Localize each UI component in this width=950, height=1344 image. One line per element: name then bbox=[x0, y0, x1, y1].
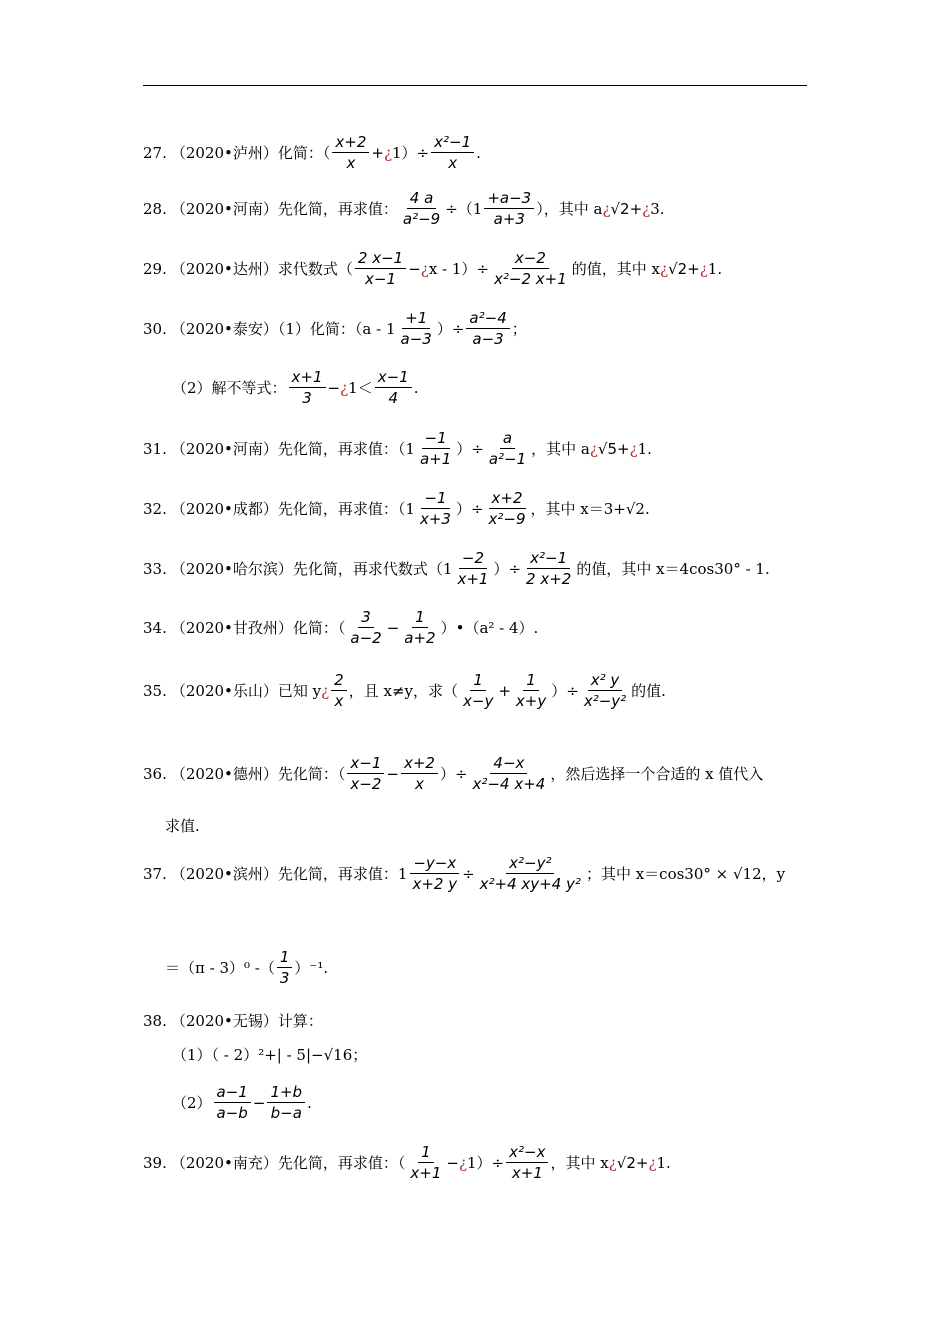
fraction bbox=[398, 308, 435, 349]
denominator: b−a bbox=[270, 1104, 302, 1122]
fraction bbox=[513, 670, 549, 711]
denominator: a−3 bbox=[472, 330, 504, 348]
numerator: −1 bbox=[421, 488, 449, 509]
operator: − bbox=[446, 1153, 459, 1172]
operator: − bbox=[386, 764, 399, 783]
numerator: 4−x bbox=[490, 753, 527, 774]
fraction bbox=[417, 428, 454, 469]
denominator: x+3 bbox=[419, 510, 451, 528]
fraction bbox=[460, 670, 496, 711]
numerator: x+2 bbox=[401, 753, 438, 774]
problem-39 bbox=[143, 1142, 671, 1183]
problem-38-part1 bbox=[172, 1044, 367, 1065]
numerator: x+2 bbox=[489, 488, 526, 509]
fraction bbox=[267, 1082, 305, 1123]
glitch-char: ¿ bbox=[458, 1153, 468, 1172]
glitch-char: ¿ bbox=[642, 199, 651, 218]
problem-30-part2 bbox=[172, 367, 419, 408]
problem-text: ）÷ bbox=[439, 765, 468, 783]
numerator: x−1 bbox=[347, 753, 384, 774]
fraction bbox=[484, 188, 534, 229]
problem-text: ÷（1 bbox=[445, 200, 483, 218]
problem-text: ）⁻¹. bbox=[294, 959, 329, 977]
denominator: x bbox=[346, 154, 356, 172]
denominator: a²−1 bbox=[488, 450, 527, 468]
denominator: x bbox=[334, 692, 344, 710]
problem-text: （2020•河南）先化简，再求值： bbox=[170, 200, 398, 218]
problem-text: ，其中 a bbox=[531, 440, 590, 458]
problem-28 bbox=[143, 188, 665, 229]
problem-text: 3. bbox=[650, 199, 665, 218]
problem-text: ； bbox=[511, 320, 527, 338]
problem-36-cont bbox=[165, 815, 200, 836]
problem-text: 的值，其中 x＝4cos30° - 1. bbox=[576, 560, 770, 578]
problem-number: 39. bbox=[143, 1153, 167, 1172]
numerator: 3 bbox=[358, 607, 374, 628]
fraction bbox=[491, 248, 570, 289]
numerator: 2 bbox=[331, 670, 347, 691]
numerator: 1 bbox=[412, 607, 428, 628]
denominator: x bbox=[415, 775, 424, 793]
problem-text: （2020•河南）先化简，再求值：（1 bbox=[170, 440, 415, 458]
numerator: −2 bbox=[459, 548, 487, 569]
problem-number: 37. bbox=[143, 864, 167, 883]
fraction bbox=[506, 1142, 548, 1183]
problem-text: （2020•德州）先化简：（ bbox=[170, 765, 346, 783]
problem-number: 30. bbox=[143, 319, 167, 338]
glitch-char: ¿ bbox=[660, 259, 669, 278]
denominator: a+2 bbox=[404, 629, 436, 647]
denominator: x+1 bbox=[410, 1164, 442, 1182]
denominator: x²−y² bbox=[583, 692, 627, 710]
fraction bbox=[332, 132, 369, 173]
problem-text: 的值，其中 x bbox=[571, 260, 661, 278]
problem-35 bbox=[143, 670, 666, 711]
glitch-char: ¿ bbox=[629, 439, 638, 458]
denominator: x²+4 xy+4 y² bbox=[479, 875, 581, 893]
problem-text: ，其中 x＝3+√2. bbox=[530, 500, 650, 518]
denominator: a+1 bbox=[419, 450, 452, 468]
fraction bbox=[355, 248, 406, 289]
problem-31 bbox=[143, 428, 652, 469]
fraction bbox=[486, 428, 529, 469]
fraction bbox=[523, 548, 574, 589]
glitch-char: ¿ bbox=[608, 1153, 617, 1172]
numerator: 1 bbox=[470, 670, 486, 691]
denominator: x²−2 x+1 bbox=[494, 270, 567, 288]
problem-text: ，其中 x bbox=[550, 1154, 609, 1172]
numerator: 4 a bbox=[407, 188, 437, 209]
numerator: x−1 bbox=[375, 367, 412, 388]
fraction bbox=[331, 670, 347, 711]
numerator: x² y bbox=[588, 670, 623, 691]
denominator: 4 bbox=[388, 389, 398, 407]
fraction bbox=[289, 367, 326, 408]
numerator: 1 bbox=[277, 947, 293, 968]
denominator: 3 bbox=[279, 969, 290, 987]
problem-32 bbox=[143, 488, 650, 529]
glitch-char: ¿ bbox=[648, 1153, 657, 1172]
problem-number: 38. bbox=[143, 1011, 167, 1030]
glitch-char: ¿ bbox=[321, 681, 330, 700]
glitch-char: ¿ bbox=[420, 259, 429, 278]
problem-text: 1. bbox=[637, 439, 652, 458]
denominator: x+1 bbox=[511, 1164, 543, 1182]
numerator: x²−1 bbox=[527, 548, 570, 569]
problem-text: （2020•成都）先化简，再求值：（1 bbox=[170, 500, 415, 518]
fraction bbox=[347, 607, 384, 648]
problem-number: 31. bbox=[143, 439, 167, 458]
fraction bbox=[409, 853, 460, 894]
denominator: a−b bbox=[216, 1104, 248, 1122]
fraction bbox=[470, 753, 549, 794]
numerator: +1 bbox=[402, 308, 430, 329]
denominator: x+2 y bbox=[412, 875, 458, 893]
denominator: x²−9 bbox=[488, 510, 526, 528]
problem-37-cont bbox=[165, 947, 328, 988]
glitch-char: ¿ bbox=[340, 378, 349, 397]
fraction bbox=[477, 853, 584, 894]
numerator: 2 x−1 bbox=[355, 248, 406, 269]
math-text: √2+ bbox=[616, 1153, 649, 1172]
problem-text: 1. bbox=[656, 1153, 671, 1172]
denominator: x+y bbox=[515, 692, 547, 710]
operator: + bbox=[498, 681, 511, 700]
problem-27 bbox=[143, 132, 481, 173]
numerator: x²−y² bbox=[506, 853, 554, 874]
denominator: x−1 bbox=[365, 270, 397, 288]
problem-text: ）÷ bbox=[455, 500, 484, 518]
numerator: a bbox=[500, 428, 515, 449]
problem-text: ）÷ bbox=[551, 682, 579, 700]
fraction bbox=[407, 1142, 444, 1183]
math-text: √2+ bbox=[668, 259, 700, 278]
numerator: −y−x bbox=[410, 853, 459, 874]
problem-text: 1＜ bbox=[348, 379, 373, 397]
problem-36 bbox=[143, 753, 763, 794]
problem-text: （2020•无锡）计算： bbox=[170, 1012, 323, 1030]
numerator: x+2 bbox=[332, 132, 369, 153]
problem-text: 1）÷ bbox=[392, 144, 430, 162]
glitch-char: ¿ bbox=[383, 143, 393, 162]
problem-number: 34. bbox=[143, 618, 167, 637]
denominator: a−3 bbox=[400, 330, 432, 348]
problem-text: ；其中 x＝cos30° × √12，y bbox=[585, 865, 786, 883]
problem-number: 28. bbox=[143, 199, 167, 218]
problem-text: . bbox=[476, 143, 481, 162]
numerator: x+1 bbox=[289, 367, 326, 388]
fraction bbox=[454, 548, 491, 589]
problem-number: 33. bbox=[143, 559, 167, 578]
problem-number: 35. bbox=[143, 681, 167, 700]
denominator: a+3 bbox=[493, 210, 525, 228]
problem-text: ），其中 a bbox=[536, 200, 603, 218]
denominator: x bbox=[448, 154, 458, 172]
fraction bbox=[347, 753, 384, 794]
fraction bbox=[417, 488, 454, 529]
problem-text: （2020•哈尔滨）先化简，再求代数式（1 bbox=[170, 560, 453, 578]
numerator: x²−1 bbox=[431, 132, 474, 153]
problem-number: 27. bbox=[143, 143, 167, 162]
denominator: x−y bbox=[463, 692, 494, 710]
fraction bbox=[375, 367, 412, 408]
header-rule bbox=[143, 85, 807, 86]
problem-38 bbox=[143, 1010, 323, 1031]
fraction bbox=[431, 132, 474, 173]
numerator: 1 bbox=[523, 670, 539, 691]
operator: − bbox=[327, 378, 341, 397]
problem-text: ）•（a² - 4）. bbox=[440, 619, 539, 637]
operator: + bbox=[371, 143, 384, 162]
fraction bbox=[486, 488, 529, 529]
problem-text: （2020•南充）先化简，再求值：（ bbox=[170, 1154, 406, 1172]
problem-34 bbox=[143, 607, 538, 648]
numerator: 1 bbox=[418, 1142, 434, 1163]
numerator: 1+b bbox=[267, 1082, 305, 1103]
problem-text: （2020•达州）求代数式（ bbox=[170, 260, 353, 278]
denominator: x²−4 x+4 bbox=[472, 775, 546, 793]
numerator: +a−3 bbox=[484, 188, 534, 209]
denominator: x−2 bbox=[350, 775, 382, 793]
problem-text: ）÷ bbox=[456, 440, 484, 458]
problem-text: （1）（ - 2）²+| - 5|−√16； bbox=[172, 1046, 368, 1064]
problem-text: . bbox=[307, 1093, 312, 1112]
problem-text: 求值. bbox=[165, 817, 200, 835]
math-text: √2+ bbox=[610, 199, 643, 218]
fraction bbox=[581, 670, 629, 711]
denominator: 3 bbox=[302, 389, 312, 407]
numerator: x²−x bbox=[506, 1142, 548, 1163]
fraction bbox=[466, 308, 509, 349]
glitch-char: ¿ bbox=[589, 439, 598, 458]
problem-text: 的值. bbox=[631, 682, 666, 700]
problem-text: 1）÷ bbox=[467, 1154, 505, 1172]
math-text: √5+ bbox=[597, 439, 630, 458]
problem-text: （2020•泸州）化简：（ bbox=[170, 144, 331, 162]
fraction bbox=[214, 1082, 251, 1123]
glitch-char: ¿ bbox=[699, 259, 708, 278]
numerator: a²−4 bbox=[466, 308, 509, 329]
problem-33 bbox=[143, 548, 770, 589]
fraction bbox=[277, 947, 293, 988]
problem-text: ÷ bbox=[462, 864, 475, 883]
problem-text: （2）解不等式： bbox=[172, 379, 287, 397]
fraction bbox=[400, 188, 443, 229]
fraction bbox=[401, 607, 438, 648]
problem-text: （2020•甘孜州）化简：（ bbox=[170, 619, 346, 637]
numerator: x−2 bbox=[512, 248, 549, 269]
numerator: a−1 bbox=[214, 1082, 251, 1103]
problem-text: （2020•泰安）（1）化简：（a - 1 bbox=[170, 320, 396, 338]
operator: − bbox=[408, 259, 421, 278]
problem-29 bbox=[143, 248, 722, 289]
problem-text: 1. bbox=[707, 259, 723, 278]
problem-text: （2020•乐山）已知 y bbox=[170, 682, 322, 700]
problem-text: ，且 x≠y，求（ bbox=[348, 682, 458, 700]
operator: − bbox=[252, 1093, 266, 1112]
glitch-char: ¿ bbox=[602, 199, 611, 218]
fraction bbox=[401, 753, 438, 794]
denominator: a−2 bbox=[350, 629, 382, 647]
denominator: 2 x+2 bbox=[526, 570, 572, 588]
problem-text: x - 1）÷ bbox=[428, 260, 490, 278]
problem-text: . bbox=[413, 378, 419, 397]
denominator: a²−9 bbox=[402, 210, 441, 228]
problem-38-part2 bbox=[172, 1082, 312, 1123]
numerator: −1 bbox=[422, 428, 450, 449]
operator: − bbox=[386, 618, 400, 637]
problem-text: （2） bbox=[172, 1094, 212, 1112]
problem-37 bbox=[143, 853, 785, 894]
problem-30 bbox=[143, 308, 527, 349]
problem-number: 36. bbox=[143, 764, 167, 783]
problem-number: 29. bbox=[143, 259, 167, 278]
problem-text: ）÷ bbox=[493, 560, 522, 578]
problem-number: 32. bbox=[143, 499, 167, 518]
problem-text: ，然后选择一个合适的 x 值代入 bbox=[550, 765, 764, 783]
problem-text: ）÷ bbox=[436, 320, 465, 338]
denominator: x+1 bbox=[457, 570, 489, 588]
problem-text: ＝（π - 3）⁰ -（ bbox=[165, 959, 275, 977]
problem-text: （2020•滨州）先化简，再求值：1 bbox=[170, 865, 408, 883]
